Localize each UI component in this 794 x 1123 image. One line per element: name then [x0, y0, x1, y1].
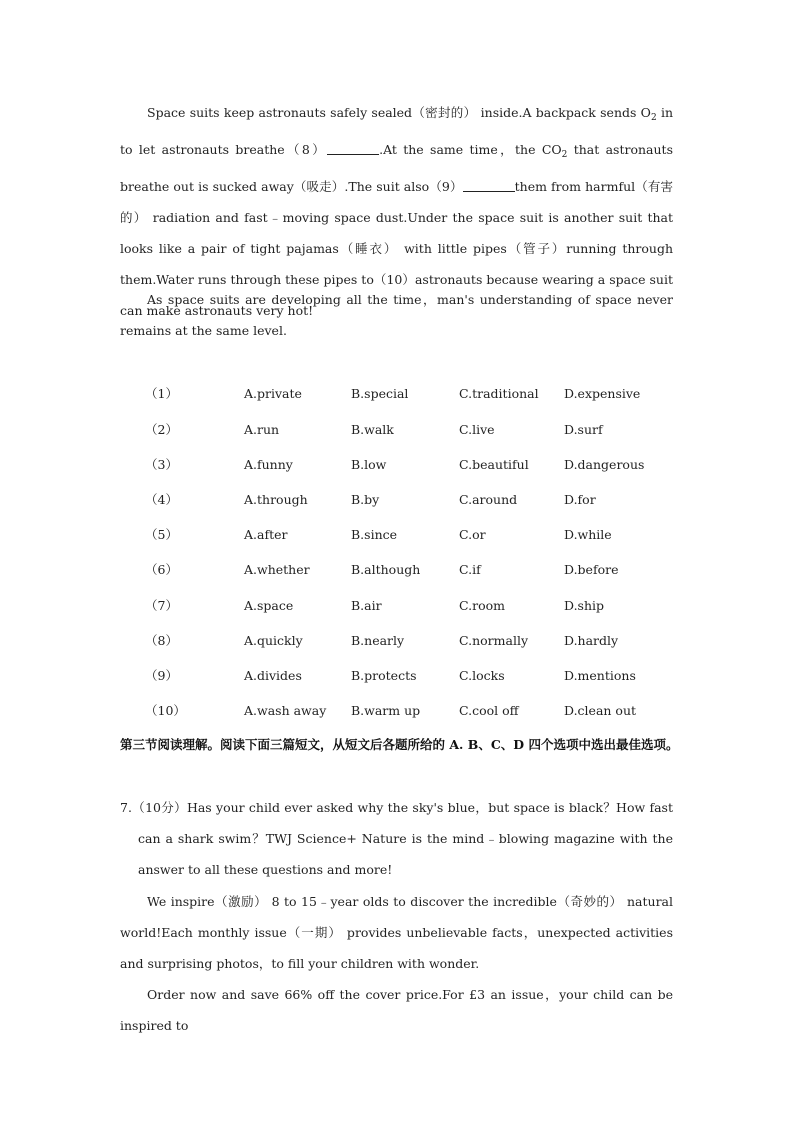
- option-c: C.or: [459, 527, 486, 542]
- option-d: D.clean out: [564, 703, 637, 718]
- option-b: B.protects: [351, 668, 417, 683]
- passage-text-a: Space suits keep astronauts safely sealed（密封的） inside.A backpack sends O: [147, 105, 651, 120]
- option-c: C.beautiful: [459, 457, 529, 472]
- question-number: （4）: [145, 492, 178, 507]
- option-a: A.after: [244, 527, 288, 542]
- option-d: D.expensive: [564, 386, 641, 401]
- option-b: B.since: [351, 527, 398, 542]
- option-a: A.divides: [244, 668, 302, 683]
- passage-text-b: in to let astronauts breathe（8）: [120, 105, 673, 157]
- passage-paragraph-2: As space suits are developing all the time，man's understanding of space never remains at the same level.: [120, 292, 673, 338]
- option-row: [0, 455, 794, 475]
- option-d: D.while: [564, 527, 612, 542]
- option-a: A.wash away: [244, 703, 327, 718]
- blank-9: [463, 179, 515, 192]
- co2-subscript: 2: [561, 150, 568, 160]
- option-c: C.normally: [459, 633, 529, 648]
- option-d: D.before: [564, 562, 619, 577]
- o2-subscript: 2: [650, 113, 657, 123]
- option-d: D.surf: [564, 422, 603, 437]
- option-row: [0, 631, 794, 651]
- option-b: B.warm up: [351, 703, 421, 718]
- option-b: B.special: [351, 386, 409, 401]
- option-d: D.ship: [564, 598, 605, 613]
- passage-text-e: them from harmful（有害的） radiation and fast﹣moving space dust.Under the space suit is another suit that looks like a pair of tight pajamas（睡衣） with little pipes（管子）running through them.Water runs through these pipes to（10）astronauts because wearing a space suit can make astronauts very hot!: [120, 179, 673, 318]
- option-a: A.run: [244, 422, 280, 437]
- question-7-paragraph-2: We inspire（激励） 8 to 15﹣year olds to discover the incredible（奇妙的） natural world!Each monthly issue（一期） provides unbelievable facts，unexpected activities and surprising photos，to fill your children with wonder.: [120, 894, 673, 971]
- question-number: （2）: [145, 422, 178, 437]
- question-number: （1）: [145, 386, 178, 401]
- option-c: C.locks: [459, 668, 505, 683]
- question-number: （6）: [145, 562, 178, 577]
- option-b: B.walk: [351, 422, 394, 437]
- option-row: [0, 490, 794, 510]
- option-b: B.air: [351, 598, 382, 613]
- option-b: B.by: [351, 492, 380, 507]
- option-b: B.although: [351, 562, 421, 577]
- option-row: [0, 384, 794, 404]
- option-row: [0, 596, 794, 616]
- option-row: [0, 560, 794, 580]
- option-a: A.funny: [244, 457, 293, 472]
- question-number: （9）: [145, 668, 178, 683]
- option-d: D.hardly: [564, 633, 619, 648]
- option-row: [0, 666, 794, 686]
- question-number: （10）: [145, 703, 186, 718]
- blank-8: [327, 142, 379, 155]
- option-c: C.room: [459, 598, 505, 613]
- passage-text-c: .At the same time，the CO: [379, 142, 562, 157]
- option-a: A.through: [244, 492, 308, 507]
- option-a: A.space: [244, 598, 294, 613]
- question-7-paragraph-3: Order now and save 66% off the cover price.For £3 an issue，your child can be inspired to: [120, 987, 673, 1033]
- option-c: C.traditional: [459, 386, 539, 401]
- option-d: D.for: [564, 492, 596, 507]
- question-number: （5）: [145, 527, 178, 542]
- option-d: D.mentions: [564, 668, 636, 683]
- option-a: A.whether: [244, 562, 310, 577]
- question-number: （3）: [145, 457, 178, 472]
- question-7-intro: 7.（10分）Has your child ever asked why the sky's blue，but space is black？How fast can a shark swim？TWJ Science+ Nature is the mind﹣blowing magazine with the answer to all these questions and more!: [120, 800, 673, 877]
- question-number: （7）: [145, 598, 178, 613]
- option-a: A.private: [244, 386, 302, 401]
- passage-text-d: that astronauts breathe out is sucked away（吸走）.The suit also（9）: [120, 142, 673, 194]
- option-row: [0, 525, 794, 545]
- section-heading: 第三节阅读理解。阅读下面三篇短文，从短文后各题所给的 A. B、C、D 四个选项中选出最佳选项。: [120, 737, 679, 752]
- option-d: D.dangerous: [564, 457, 645, 472]
- question-number: （8）: [145, 633, 178, 648]
- option-a: A.quickly: [244, 633, 303, 648]
- option-b: B.low: [351, 457, 387, 472]
- option-c: C.live: [459, 422, 495, 437]
- option-row: [0, 701, 794, 721]
- option-b: B.nearly: [351, 633, 405, 648]
- option-c: C.cool off: [459, 703, 519, 718]
- option-c: C.if: [459, 562, 481, 577]
- option-row: [0, 420, 794, 440]
- option-c: C.around: [459, 492, 518, 507]
